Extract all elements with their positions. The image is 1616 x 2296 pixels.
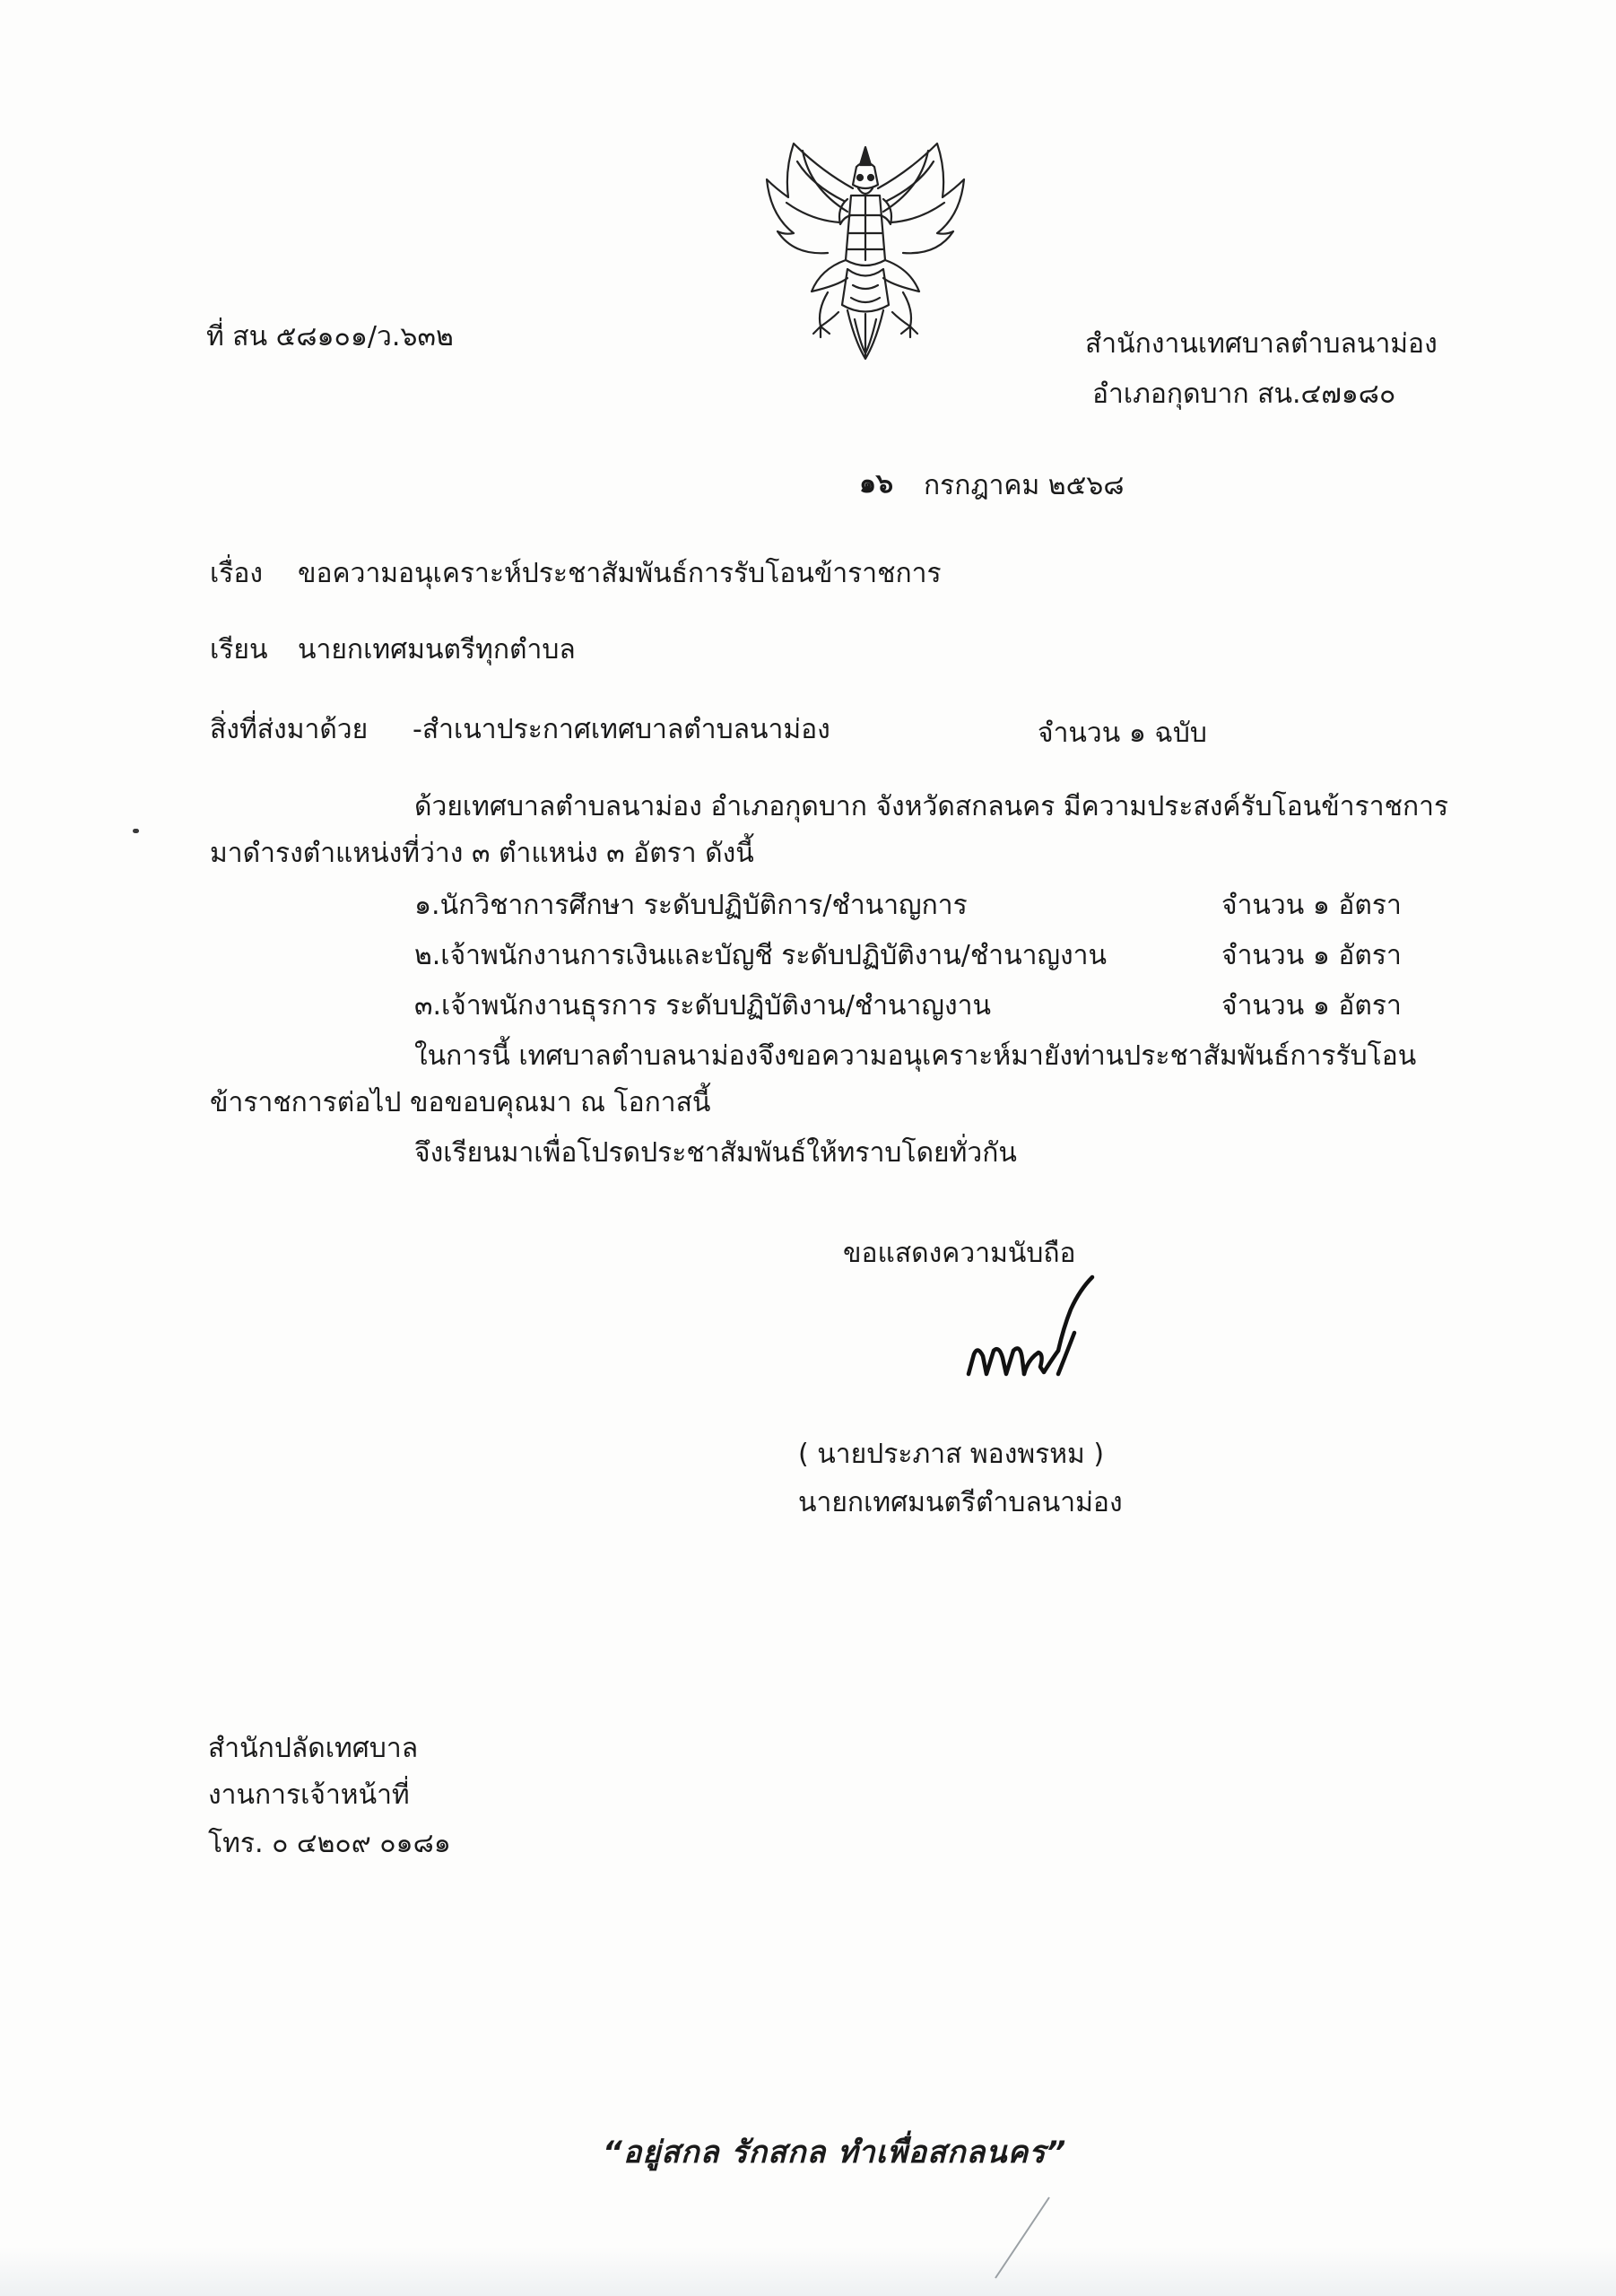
- reference-number: ที่ สน ๕๘๑๐๑/ว.๖๓๒: [206, 321, 454, 352]
- date-day: ๑๖: [859, 468, 894, 500]
- enclosure-count: จำนวน ๑ ฉบับ: [1038, 718, 1207, 749]
- position-name: ๓.เจ้าพนักงานธุรการ ระดับปฏิบัติงาน/ชำนาญงาน: [414, 990, 991, 1022]
- body-paragraph-2-line-1: ในการนี้ เทศบาลตำบลนาม่องจึงขอความอนุเคราะห์มายังท่านประชาสัมพันธ์การรับโอน: [414, 1040, 1417, 1072]
- org-address: อำเภอกุดบาก สน.๔๗๑๘๐: [1092, 378, 1396, 410]
- handwritten-signature: [958, 1274, 1110, 1408]
- footer-section: งานการเจ้าหน้าที่: [208, 1779, 410, 1811]
- enclosure-label: สิ่งที่ส่งมาด้วย: [210, 714, 369, 745]
- enclosure-text: -สำเนาประกาศเทศบาลตำบลนาม่อง: [413, 714, 830, 745]
- scan-stroke-mark: [986, 2193, 1058, 2283]
- list-item: [414, 888, 1410, 927]
- subject-label: เรื่อง: [210, 558, 264, 589]
- salutation-label: เรียน: [210, 634, 268, 665]
- org-name: สำนักงานเทศบาลตำบลนาม่อง: [1085, 328, 1438, 360]
- list-item: [414, 988, 1410, 1028]
- garuda-emblem-icon: [758, 135, 973, 372]
- body-paragraph-1-line-2: มาดำรงตำแหน่งที่ว่าง ๓ ตำแหน่ง ๓ อัตรา ดังนี้: [210, 838, 754, 869]
- subject-text: ขอความอนุเคราะห์ประชาสัมพันธ์การรับโอนข้าราชการ: [298, 558, 942, 589]
- date-month-year: กรกฎาคม ๒๕๖๘: [924, 470, 1125, 501]
- position-name: ๑.นักวิชาการศึกษา ระดับปฏิบัติการ/ชำนาญการ: [414, 890, 968, 921]
- position-count: จำนวน ๑ อัตรา: [1221, 990, 1402, 1022]
- slogan: “อยู่สกล รักสกล ทำเพื่อสกลนคร”: [603, 2135, 1067, 2170]
- list-item: [414, 938, 1410, 978]
- footer-phone: โทร. ๐ ๔๒๐๙ ๐๑๘๑: [208, 1828, 451, 1859]
- salutation-text: นายกเทศมนตรีทุกตำบล: [298, 634, 576, 665]
- body-paragraph-1-line-1: ด้วยเทศบาลตำบลนาม่อง อำเภอกุดบาก จังหวัดสกลนคร มีความประสงค์รับโอนข้าราชการ: [414, 791, 1449, 822]
- body-paragraph-3: จึงเรียนมาเพื่อโปรดประชาสัมพันธ์ให้ทราบโดยทั่วกัน: [414, 1137, 1017, 1169]
- valediction: ขอแสดงความนับถือ: [843, 1238, 1076, 1269]
- scan-speck: [133, 829, 139, 833]
- scan-bottom-edge: [0, 2247, 1616, 2296]
- signer-name: ( นายประภาส พองพรหม ): [798, 1439, 1105, 1470]
- position-count: จำนวน ๑ อัตรา: [1221, 940, 1402, 971]
- position-name: ๒.เจ้าพนักงานการเงินและบัญชี ระดับปฏิบัติงาน/ชำนาญงาน: [414, 940, 1108, 971]
- footer-department: สำนักปลัดเทศบาล: [208, 1733, 419, 1764]
- signer-title: นายกเทศมนตรีตำบลนาม่อง: [798, 1487, 1123, 1518]
- position-count: จำนวน ๑ อัตรา: [1221, 890, 1402, 921]
- body-paragraph-2-line-2: ข้าราชการต่อไป ขอขอบคุณมา ณ โอกาสนี้: [210, 1087, 711, 1118]
